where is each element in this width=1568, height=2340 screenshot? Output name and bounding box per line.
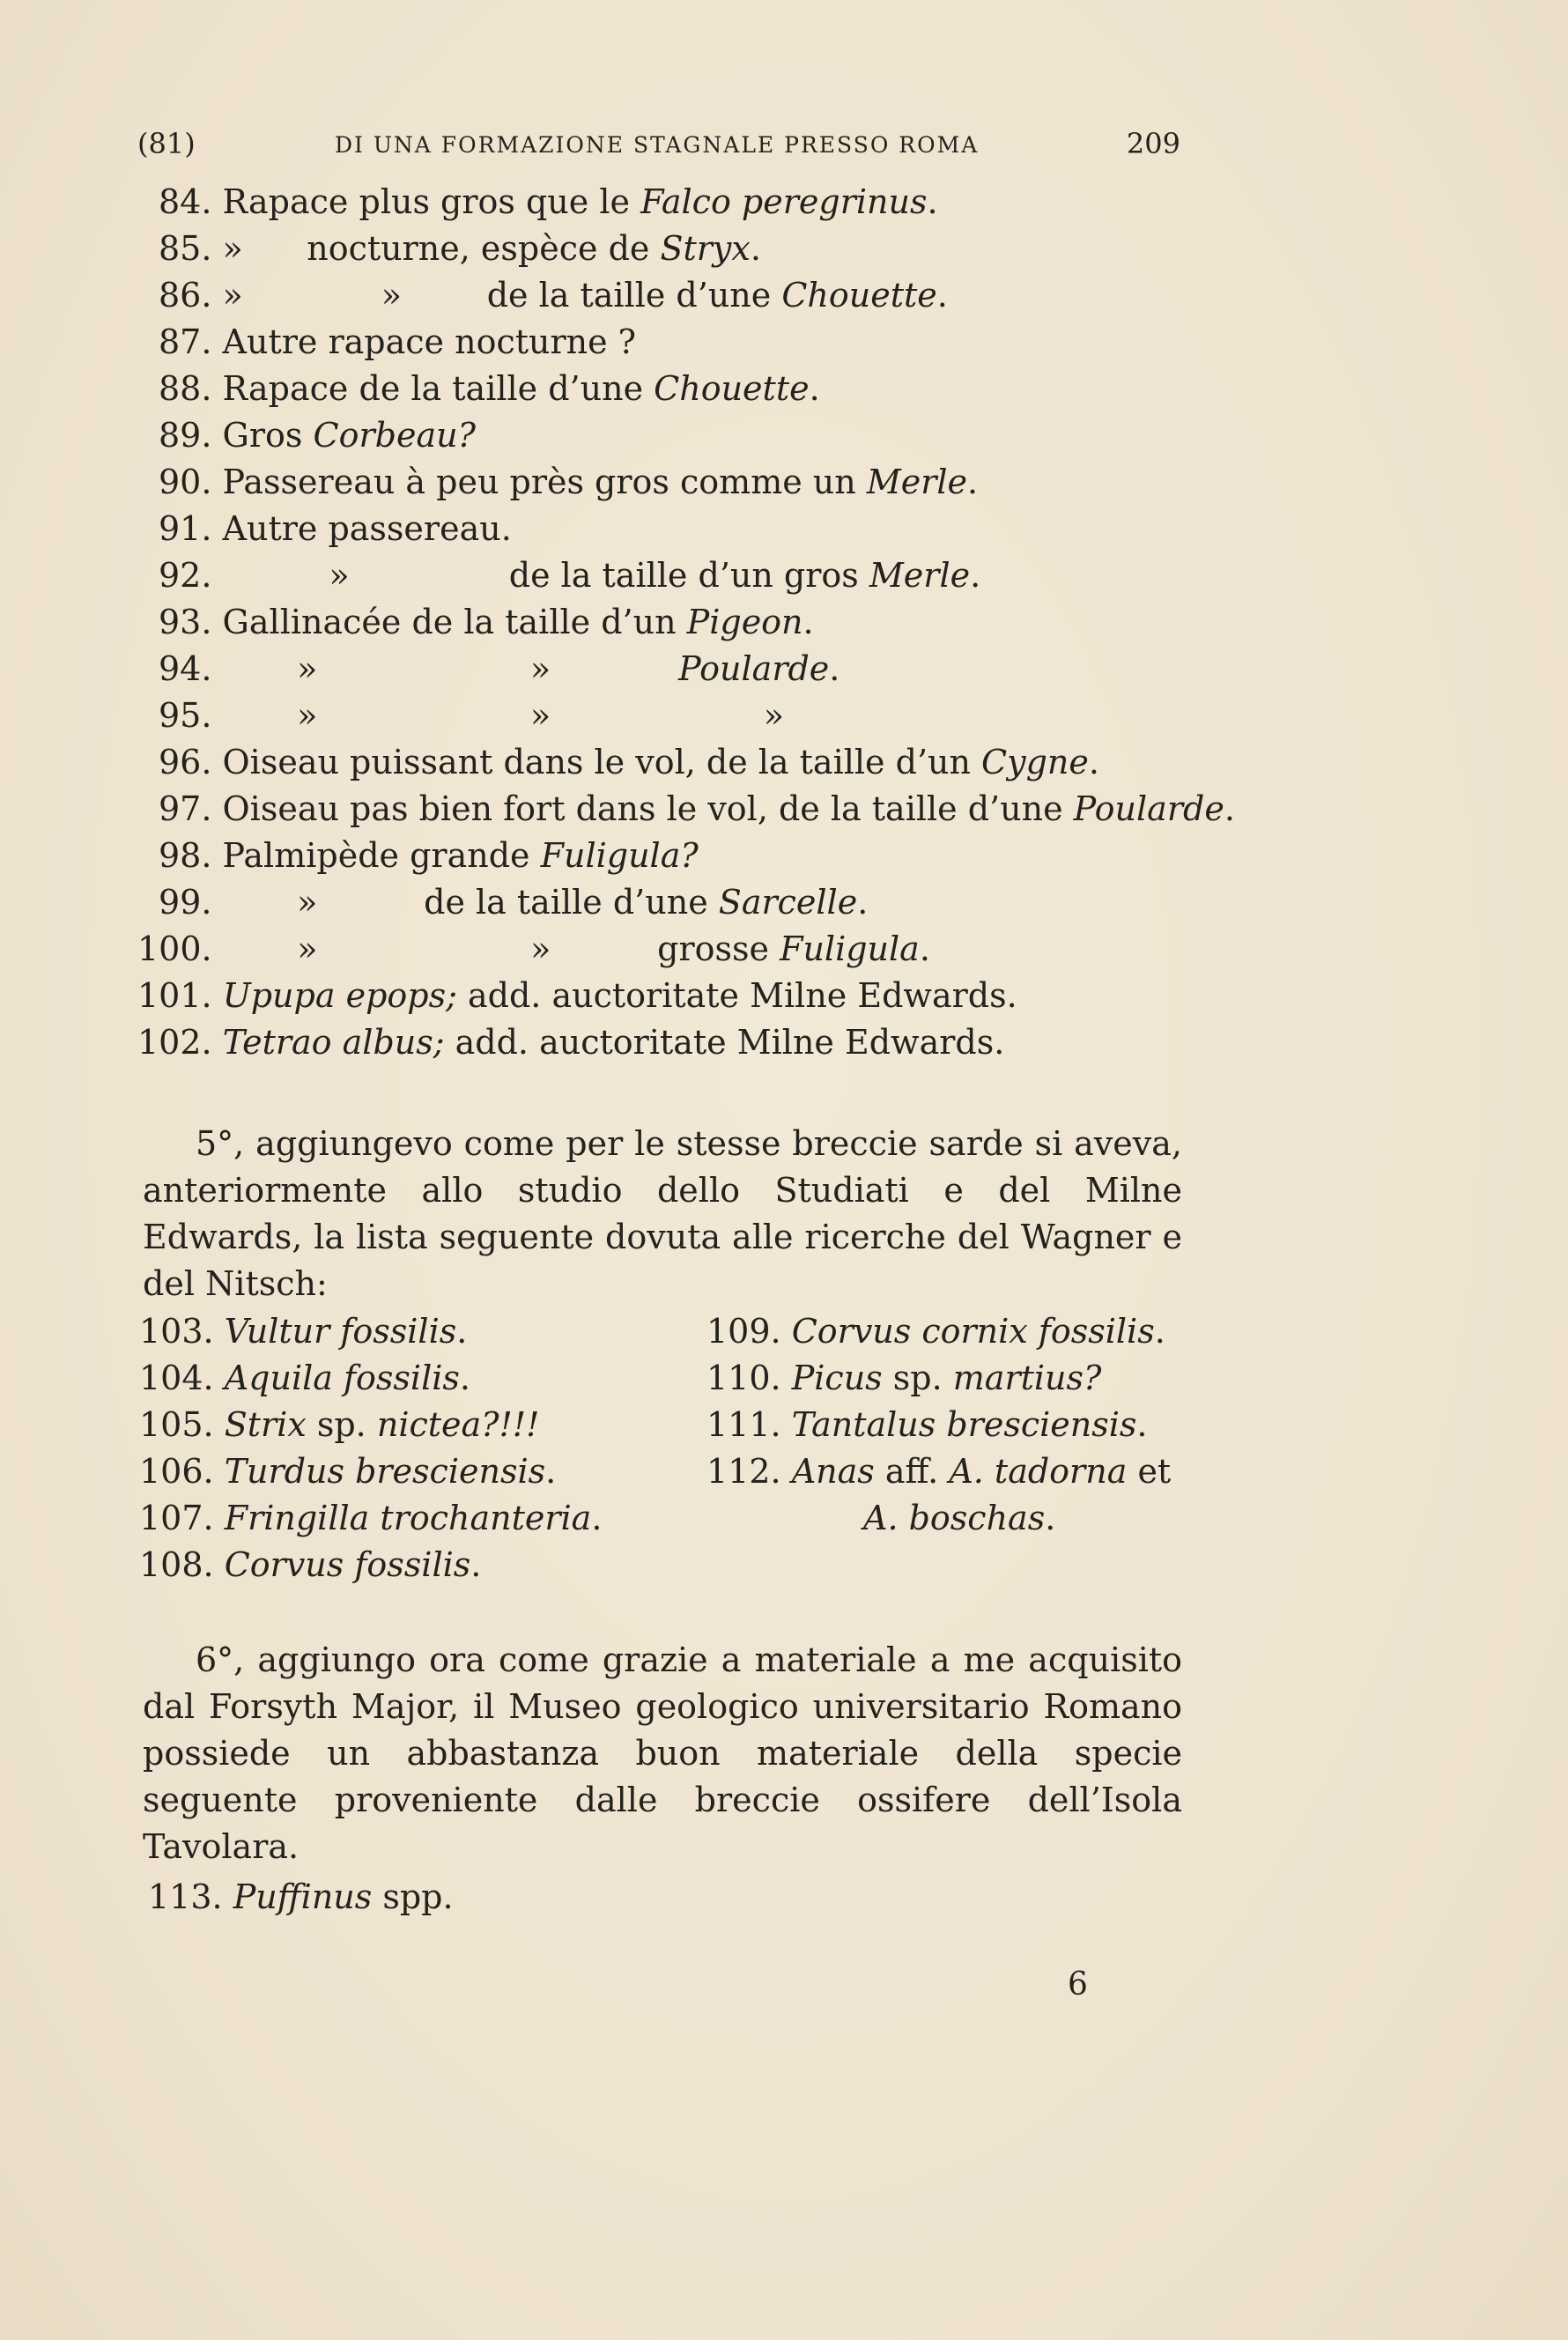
list-item: 93. Gallinacée de la taille d’un Pigeon. bbox=[159, 603, 814, 641]
list-item: 112. Anas aff. A. tadorna et bbox=[706, 1452, 1172, 1491]
list-item: 98. Palmipède grande Fuligula? bbox=[159, 836, 699, 875]
list-item: 107. Fringilla trochanteria. bbox=[139, 1499, 603, 1537]
list-item: 94. » » Poularde. bbox=[159, 649, 840, 688]
page-number-right: 209 bbox=[1126, 127, 1180, 160]
list-item: 96. Oiseau puissant dans le vol, de la taille d’un Cygne. bbox=[159, 743, 1099, 781]
list-item: 111. Tantalus bresciensis. bbox=[706, 1405, 1148, 1444]
list-item: 90. Passereau à peu près gros comme un Merle. bbox=[159, 463, 979, 501]
running-title: DI UNA FORMAZIONE STAGNALE PRESSO ROMA bbox=[335, 132, 980, 158]
list-item: 84. Rapace plus gros que le Falco peregrinus. bbox=[159, 182, 938, 221]
list-item: 113. Puffinus spp. bbox=[148, 1877, 454, 1916]
list-item: 95. » » » bbox=[159, 696, 784, 735]
list-item: 91. Autre passereau. bbox=[159, 509, 512, 548]
list-item: 104. Aquila fossilis. bbox=[139, 1359, 470, 1397]
list-item: 105. Strix sp. nictea?!!! bbox=[139, 1405, 540, 1444]
signature-mark: 6 bbox=[1068, 1966, 1088, 2003]
list-item: 102. Tetrao albus; add. auctoritate Milne Edwards. bbox=[137, 1023, 1005, 1062]
paragraph-6: 6°, aggiungo ora come grazie a materiale a me acquisito dal Forsyth Major, il Museo geologico universitario Romano possiede un abbastanza buon materiale della specie seguente proveniente dalle breccie ossifere dell’Isola Tavolara. bbox=[143, 1640, 1182, 1866]
list-item: A. boschas. bbox=[863, 1499, 1056, 1537]
list-item: 110. Picus sp. martius? bbox=[706, 1359, 1102, 1397]
list-item: 88. Rapace de la taille d’une Chouette. bbox=[159, 369, 820, 408]
list-item: 106. Turdus bresciensis. bbox=[139, 1452, 557, 1491]
list-item: 86. » » de la taille d’une Chouette. bbox=[159, 276, 948, 315]
list-item: 97. Oiseau pas bien fort dans le vol, de la taille d’une Poularde. bbox=[159, 789, 1235, 828]
list-item: 85. » nocturne, espèce de Stryx. bbox=[159, 229, 761, 268]
list-item: 89. Gros Corbeau? bbox=[159, 416, 476, 455]
list-item: 108. Corvus fossilis. bbox=[139, 1545, 482, 1584]
list-item: 101. Upupa epops; add. auctoritate Milne Edwards. bbox=[137, 976, 1017, 1015]
list-item: 87. Autre rapace nocturne ? bbox=[159, 322, 637, 361]
list-item: 103. Vultur fossilis. bbox=[139, 1312, 468, 1351]
list-item: 92. » de la taille d’un gros Merle. bbox=[159, 556, 981, 595]
list-item: 99. » de la taille d’une Sarcelle. bbox=[159, 883, 869, 922]
page-number-left: (81) bbox=[137, 127, 196, 160]
list-item: 109. Corvus cornix fossilis. bbox=[706, 1312, 1165, 1351]
running-header bbox=[132, 127, 1180, 162]
list-item: 100. » » grosse Fuligula. bbox=[137, 929, 930, 968]
paragraph-5: 5°, aggiungevo come per le stesse breccie sarde si aveva, anteriormente allo studio dello Studiati e del Milne Edwards, la lista seguente dovuta alle ricerche del Wagner e del Nitsch: bbox=[143, 1124, 1182, 1303]
